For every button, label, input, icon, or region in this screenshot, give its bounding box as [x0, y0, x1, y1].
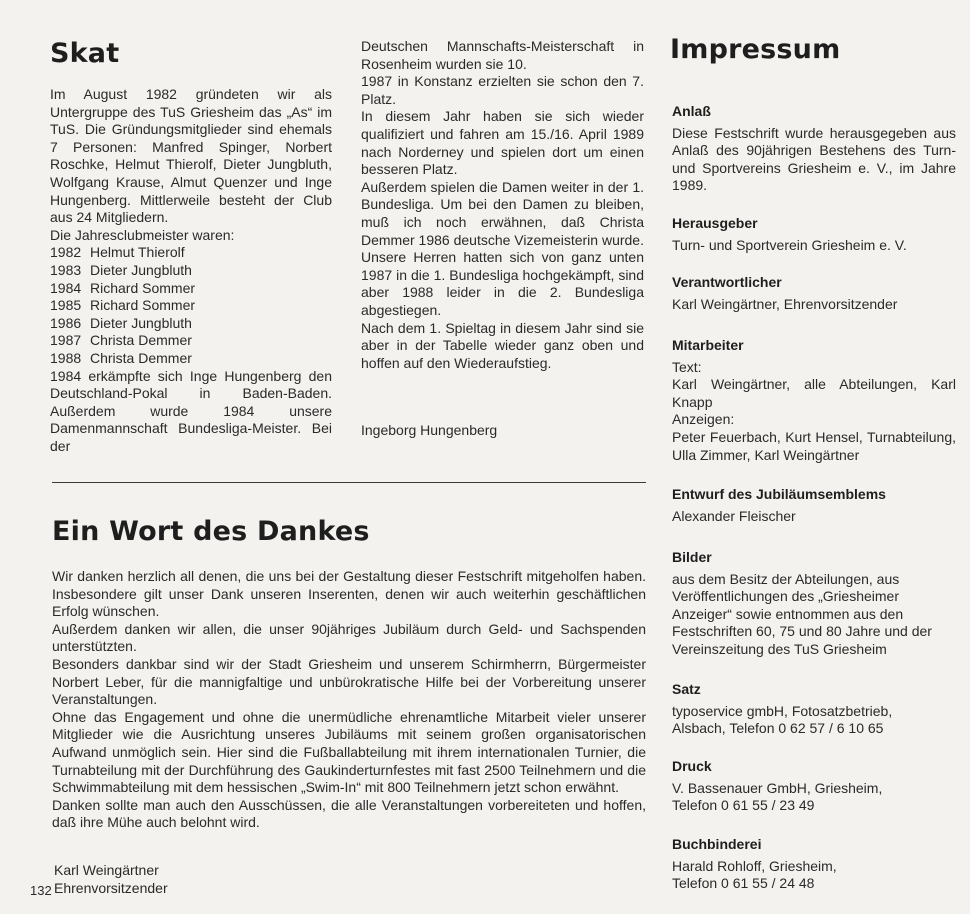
herausgeber-heading: Herausgeber — [672, 215, 758, 231]
druck-heading: Druck — [672, 758, 712, 774]
dank-p2: Außerdem danken wir allen, die unser 90jähriges Jubiläum durch Geld- und Sachspenden unterstützten. — [52, 620, 646, 655]
champion-name: Richard Sommer — [90, 297, 196, 314]
impressum-buchbinderei — [672, 836, 956, 893]
verantwortlicher-heading: Verantwortlicher — [672, 274, 782, 290]
champion-year: 1988 — [50, 349, 82, 366]
mitarbeiter-heading: Mitarbeiter — [672, 337, 744, 353]
mitarbeiter-text: Karl Weingärtner, alle Abteilungen, Karl Knapp — [672, 376, 956, 410]
champion-year: 1983 — [50, 261, 82, 278]
champion-name: Richard Sommer — [90, 279, 196, 296]
skat-intro: Im August 1982 gründeten wir als Untergruppe des TuS Griesheim das „As“ im TuS. Die Gründungsmitglieder sind ehemals 7 Personen: Manfred Spinger, Norbert Roschke, Helmut Thierolf, Dieter Jungbluth, Wolfgang Krause, Almut Quenzer und Inge Hungenberg. Mittlerweile besteht der Club aus 24 Mitgliedern. — [50, 86, 332, 226]
impressum-mitarbeiter — [672, 337, 956, 464]
champion-row — [50, 315, 332, 333]
entwurf-heading: Entwurf des Jubiläumsemblems — [672, 486, 886, 502]
champion-name: Christa Demmer — [90, 332, 192, 349]
champion-row — [50, 297, 332, 315]
impressum-verantwortlicher — [672, 274, 956, 313]
bilder-text: aus dem Besitz der Abteilungen, aus Veröffentlichungen des „Griesheimer Anzeiger“ sowie entnommen aus den Festschriften 60, 75 und 80 Jahre und der Vereinszeitung des TuS Griesheim — [672, 570, 932, 657]
skat-col2-p5: Unsere Herren hatten sich von ganz unten 1987 in die 1. Bundesliga hochgekämpft, sind aber 1988 leider in die 2. Bundesliga abgestiegen. — [361, 249, 644, 318]
entwurf-text: Alexander Fleischer — [672, 507, 796, 524]
skat-author: Ingeborg Hungenberg — [361, 422, 498, 438]
dank-signature-name: Karl Weingärtner — [54, 862, 159, 878]
champion-row — [50, 262, 332, 280]
champion-year: 1987 — [50, 332, 82, 349]
impressum-herausgeber — [672, 215, 956, 254]
dank-p4: Ohne das Engagement und ohne die unermüdliche ehrenamtliche Mitarbeit vieler unserer Mitglieder wie die Ausrichtung unseres Jubiläums mit seinem großen organisatorischen Aufwand unmöglich sein. Hier sind die Fußballabteilung mit ihrem internationalen Turnier, die Turnabteilung mit der Durchführung des Gaukinderturnfestes mit fast 2500 Teilnehmern und die Schwimmabteilung mit dem hessischen „Swim-In“ mit 800 Teilnehmern jetzt schon erwähnt. — [52, 708, 646, 796]
section-divider — [52, 482, 646, 483]
skat-col2-p6: Nach dem 1. Spieltag in diesem Jahr sind sie aber in der Tabelle wieder ganz oben und hoffen auf den Wiederaufstieg. — [361, 319, 644, 371]
champion-row — [50, 350, 332, 368]
impressum-satz — [672, 681, 956, 738]
champion-name: Christa Demmer — [90, 349, 192, 366]
champion-row — [50, 280, 332, 298]
verantwortlicher-text: Karl Weingärtner, Ehrenvorsitzender — [672, 295, 898, 312]
impressum-title: Impressum — [670, 34, 841, 65]
skat-column-1 — [50, 86, 332, 455]
impressum-druck — [672, 758, 956, 815]
champion-name: Helmut Thierolf — [90, 244, 185, 261]
mitarbeiter-anzeigen-label: Anzeigen: — [672, 411, 735, 428]
champions-list — [50, 244, 332, 367]
mitarbeiter-text-label: Text: — [672, 358, 702, 375]
druck-line-2: Telefon 0 61 55 / 23 49 — [672, 797, 815, 814]
herausgeber-text: Turn- und Sportverein Griesheim e. V. — [672, 236, 907, 253]
anlass-text: Diese Festschrift wurde herausgegeben aus Anlaß des 90jährigen Bestehens des Turn- und Sportvereins Griesheim e. V., im Jahre 1989. — [672, 124, 956, 194]
skat-col2-p1: Deutschen Mannschafts-Meisterschaft in Rosenheim wurden sie 10. — [361, 38, 644, 72]
page-number: 132 — [30, 883, 52, 898]
champion-name: Dieter Jungbluth — [90, 314, 192, 331]
dank-p3: Besonders dankbar sind wir der Stadt Griesheim und unserem Schirmherrn, Bürgermeister Norbert Leber, für die mannigfaltige und unbürokratische Hilfe bei der Vorbereitung unserer Veranstaltungen. — [52, 655, 646, 708]
satz-line-2: Alsbach, Telefon 0 62 57 / 6 10 65 — [672, 720, 884, 737]
dank-p1: Wir danken herzlich all denen, die uns bei der Gestaltung dieser Festschrift mitgeholfen haben. Insbesondere gilt unser Dank unseren Inserenten, denen wir auch weiterhin geschäftlichen Erfolg wünschen. — [52, 568, 646, 620]
buchbinderei-line-1: Harald Rohloff, Griesheim, — [672, 857, 837, 874]
skat-column-2 — [361, 38, 644, 372]
impressum-bilder — [672, 549, 956, 659]
satz-heading: Satz — [672, 681, 701, 697]
dank-signature-role: Ehrenvorsitzender — [54, 880, 168, 896]
skat-col2-p2: 1987 in Konstanz erzielten sie schon den 7. Platz. — [361, 73, 644, 107]
champion-year: 1986 — [50, 314, 82, 331]
skat-title: Skat — [50, 38, 120, 69]
impressum-anlass — [672, 103, 956, 195]
skat-col2-p3: In diesem Jahr haben sie sich wieder qualifiziert und fahren am 15./16. April 1989 nach Norderney und spielen dort um einen besseren Platz. — [361, 108, 644, 178]
satz-line-1: typoservice gmbH, Fotosatzbetrieb, — [672, 702, 893, 719]
champion-row — [50, 244, 332, 262]
champion-row — [50, 332, 332, 350]
champion-name: Dieter Jungbluth — [90, 261, 192, 278]
champion-year: 1982 — [50, 244, 82, 261]
dank-p5: Danken sollte man auch den Ausschüssen, die alle Veranstaltungen vorbereiteten und hoffen, daß ihre Mühe auch belohnt wird. — [52, 796, 646, 831]
skat-after-champions: 1984 erkämpfte sich Inge Hungenberg den Deutschland-Pokal in Baden-Baden. Außerdem wurde 1984 unsere Damenmannschaft Bundesliga-Meister. Bei der — [50, 367, 332, 454]
mitarbeiter-anzeigen: Peter Feuerbach, Kurt Hensel, Turnabteilung, Ulla Zimmer, Karl Weingärtner — [672, 428, 956, 463]
buchbinderei-heading: Buchbinderei — [672, 836, 762, 852]
skat-col2-p4: Außerdem spielen die Damen weiter in der 1. Bundesliga. Um bei den Damen zu bleiben, muß ich noch erwähnen, daß Christa Demmer 1986 deutsche Vizemeisterin wurde. — [361, 178, 644, 248]
anlass-heading: Anlaß — [672, 103, 711, 119]
dank-body — [52, 568, 646, 832]
buchbinderei-line-2: Telefon 0 61 55 / 24 48 — [672, 875, 815, 892]
champion-year: 1984 — [50, 279, 82, 296]
bilder-heading: Bilder — [672, 549, 712, 565]
druck-line-1: V. Bassenauer GmbH, Griesheim, — [672, 779, 883, 796]
champion-year: 1985 — [50, 297, 82, 314]
champions-heading: Die Jahresclubmeister waren: — [50, 226, 235, 243]
impressum-entwurf — [672, 486, 956, 525]
dank-title: Ein Wort des Dankes — [52, 516, 370, 547]
